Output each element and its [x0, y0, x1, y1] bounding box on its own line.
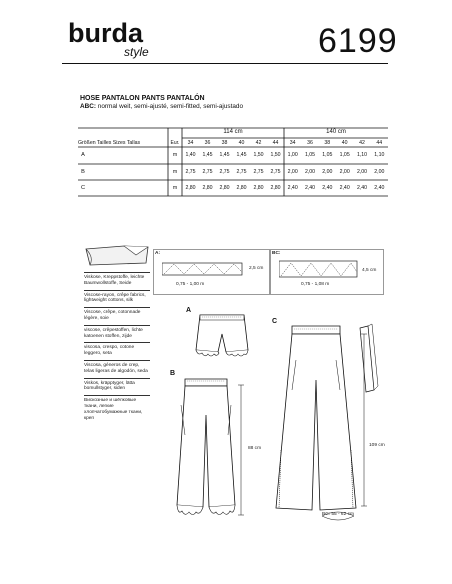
fabric-recommendation: Viscose, crêpe, cotonnade légère, soie	[84, 307, 150, 325]
yardage-cell-140: 1,00	[287, 152, 298, 158]
yardage-cell-140: 2,00	[374, 169, 385, 175]
yardage-cell-140: 2,40	[287, 185, 298, 191]
view-a-label: A	[186, 307, 192, 314]
fabric-recommendation: Viscosa, géneros de crep, telas ligeras de algodón, seda	[84, 360, 150, 378]
width-114-header: 114 cm	[223, 129, 243, 135]
size-header-114: 34	[187, 140, 194, 146]
fabric-recommendation: viscosa, crespo, cotone leggero, seta	[84, 342, 150, 360]
row-view-label: C	[80, 185, 86, 191]
yardage-cell-114: 2,80	[219, 185, 230, 191]
elastic-bc-box	[270, 249, 384, 295]
brand-name: burda	[68, 18, 144, 48]
yardage-cell-140: 2,40	[374, 185, 385, 191]
sizes-header-label: Größen Tailles Sizes Tallas	[78, 140, 141, 146]
yardage-cell-140: 1,10	[374, 152, 385, 158]
yardage-cell-114: 1,45	[202, 152, 213, 158]
elastic-a-strip	[162, 262, 244, 276]
view-b-label: B	[170, 370, 176, 377]
elastic-bc-length: 0,75 - 1,08 m	[301, 282, 330, 287]
yardage-cell-140: 2,40	[304, 185, 316, 191]
view-a-shorts-drawing	[190, 310, 256, 362]
size-header-114: 42	[255, 140, 262, 146]
size-header-140: 38	[324, 140, 331, 146]
fit-text: normal weit, semi-ajusté, semi-fitted, semi-ajustado	[97, 103, 244, 110]
yardage-cell-114: 1,50	[253, 152, 264, 158]
yardage-cell-140: 2,00	[356, 169, 368, 175]
row-unit: m	[172, 185, 178, 191]
elastic-bc-width: 4,5 cm	[362, 268, 377, 273]
yardage-cell-114: 2,80	[270, 185, 281, 191]
yardage-cell-114: 2,80	[202, 185, 213, 191]
size-header-114: 44	[272, 140, 279, 146]
yardage-cell-114: 2,75	[202, 169, 213, 175]
elastic-a-label: A:	[155, 251, 161, 256]
yardage-cell-140: 2,00	[322, 169, 333, 175]
view-c-label: C	[272, 318, 278, 325]
fabric-swatch-icon	[84, 243, 152, 267]
yardage-cell-114: 2,80	[253, 185, 264, 191]
view-b-pants-drawing	[165, 375, 249, 535]
yardage-cell-140: 1,05	[339, 152, 350, 158]
elastic-a-length: 0,75 - 1,00 m	[176, 282, 205, 287]
size-header-114: 40	[238, 140, 245, 146]
yardage-cell-140: 2,40	[356, 185, 368, 191]
yardage-cell-140: 2,00	[339, 169, 350, 175]
garment-names: HOSE PANTALON PANTS PANTALÓN	[80, 95, 205, 102]
pattern-number: 6199	[318, 22, 398, 60]
yardage-cell-114: 2,75	[236, 169, 247, 175]
view-b-length: 88 cm	[248, 446, 262, 451]
fabric-recommendation: Вискозные и шёлковые ткани, легкие хлопчатобумажные ткани, креп	[84, 395, 150, 424]
yardage-cell-114: 2,80	[236, 185, 247, 191]
size-header-114: 38	[221, 140, 228, 146]
fabric-list	[84, 243, 154, 424]
yardage-cell-140: 2,00	[287, 169, 298, 175]
elastic-bc-strip	[279, 260, 359, 278]
size-header-140: 40	[341, 140, 348, 146]
view-c-length: 109 cm	[369, 443, 385, 448]
eur-label: Eur.	[170, 140, 180, 146]
view-c-hem: BC: 55 - 62 cm	[322, 512, 354, 517]
yardage-cell-114: 2,75	[253, 169, 264, 175]
yardage-cell-114: 2,80	[185, 185, 196, 191]
elastic-a-width: 2,5 cm	[249, 266, 264, 271]
size-header-140: 34	[289, 140, 296, 146]
yardage-cell-114: 1,45	[236, 152, 247, 158]
size-header-140: 44	[376, 140, 383, 146]
yardage-cell-114: 1,45	[219, 152, 230, 158]
yardage-cell-114: 2,75	[185, 169, 196, 175]
yardage-cell-114: 1,40	[185, 152, 196, 158]
yardage-cell-114: 2,75	[270, 169, 281, 175]
size-header-140: 42	[359, 140, 365, 146]
yardage-cell-140: 1,10	[356, 152, 368, 158]
row-unit: m	[172, 152, 178, 158]
yardage-cell-114: 2,75	[219, 169, 230, 175]
fabric-recommendation: Viscose-rayon, crêpe fabrics, lightweight cottons, silk	[84, 290, 150, 308]
fit-label: ABC:	[80, 103, 96, 110]
brand-sub: style	[124, 45, 149, 59]
yardage-cell-140: 2,00	[304, 169, 316, 175]
elastic-a-box	[153, 249, 270, 295]
yardage-cell-140: 1,05	[304, 152, 316, 158]
fabric-recommendation: viscose, crêpestoffen, lichte katoenen stoffen, zijde	[84, 325, 150, 343]
fabric-recommendation: Viskos, kräpptyger, lätta bomullstyger, siden	[84, 378, 150, 396]
fabric-recommendation: Viskose, Kreppstoffe, leichte Baumwollstoffe, Seide	[84, 272, 150, 290]
size-header-140: 36	[307, 140, 313, 146]
yardage-cell-140: 2,40	[339, 185, 350, 191]
yardage-cell-140: 1,05	[322, 152, 333, 158]
yardage-cell-140: 2,40	[322, 185, 333, 191]
elastic-bc-label: BC:	[272, 251, 281, 256]
size-header-114: 36	[204, 140, 211, 146]
view-c-pants-drawing	[268, 320, 388, 525]
width-140-header: 140 cm	[326, 129, 346, 135]
row-view-label: A	[81, 152, 85, 158]
row-view-label: B	[81, 169, 85, 175]
row-unit: m	[172, 169, 178, 175]
yardage-cell-114: 1,50	[270, 152, 281, 158]
